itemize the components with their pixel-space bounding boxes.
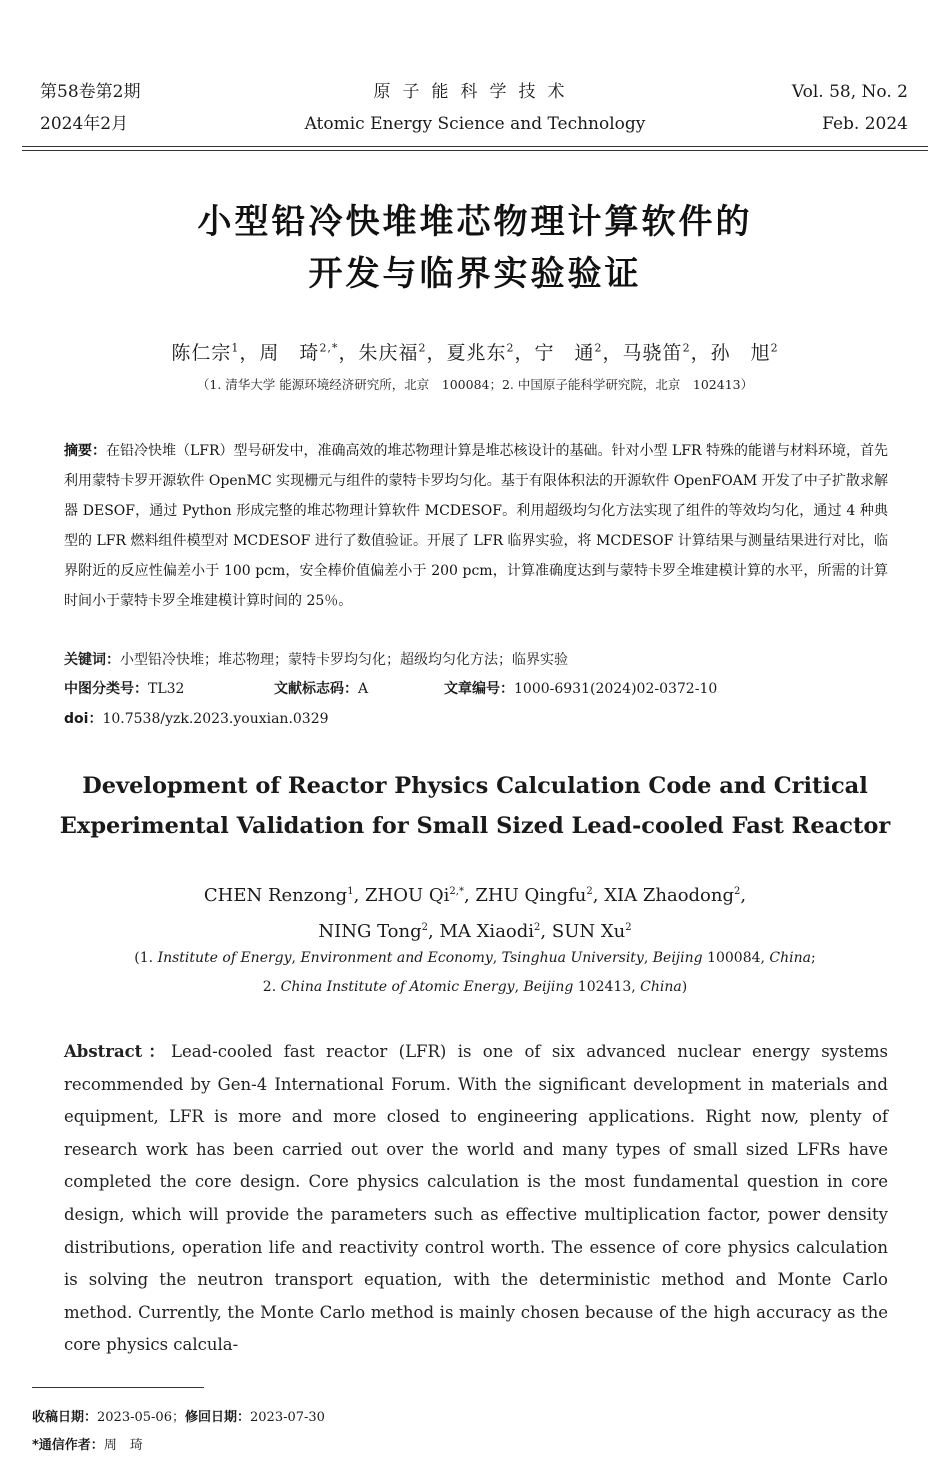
- journal-volume-info: [792, 76, 908, 140]
- author-cn-mark: 1: [231, 341, 240, 355]
- affil-institute-cont: Environment and Economy: [300, 950, 493, 966]
- journal-name-en: Atomic Energy Science and Technology: [304, 114, 646, 134]
- authors-en: [0, 876, 950, 948]
- title-cn: [0, 196, 950, 300]
- doi-value: 10.7538/yzk.2023.youxian.0329: [102, 711, 329, 727]
- footnote-corresponding: [32, 1434, 143, 1458]
- issue-date-en: Feb. 2024: [822, 114, 908, 134]
- revised-date: 2023-07-30: [250, 1410, 325, 1425]
- affil-institute: Institute of Energy: [157, 950, 292, 966]
- doc-value: A: [358, 681, 369, 697]
- author-en-mark: 2,*: [449, 886, 464, 897]
- author-en-mark: 1: [347, 886, 354, 897]
- author-en-mark: 2: [734, 886, 741, 897]
- article-number: [444, 676, 717, 702]
- keywords-cn: [64, 646, 888, 674]
- abstract-cn: [64, 436, 888, 616]
- author-cn: 孙 旭: [710, 342, 771, 364]
- author-en-mark: 2: [586, 886, 593, 897]
- header-rule-bottom: [22, 150, 928, 151]
- title-en: [0, 766, 950, 846]
- affil-country: China: [769, 950, 811, 966]
- received-date: 2023-05-06: [97, 1410, 172, 1425]
- footnote-dates: 收稿日期：2023-05-06；修回日期：2023-07-30: [32, 1410, 325, 1425]
- title-cn-line2: 开发与临界实验验证: [308, 254, 642, 294]
- clc-label: 中图分类号：: [64, 681, 148, 697]
- affil-university: Tsinghua University: [501, 950, 644, 966]
- author-en: SUN Xu: [551, 921, 626, 942]
- clc-number: [64, 676, 184, 702]
- author-en: XIA Zhaodong: [604, 885, 735, 906]
- journal-name-cn: 原子能科学技术: [373, 82, 577, 102]
- abstract-cn-text: 在铅冷快堆（LFR）型号研发中，准确高效的堆芯物理计算是堆芯核设计的基础。针对小型 LFR 特殊的能谱与材料环境，首先利用蒙特卡罗开源软件 OpenMC 实现栅元与组件的蒙特卡罗均匀化。基于有限体积法的开源软件 OpenFOAM 开发了中子扩散求解器 DESOF，通过 Python 形成完整的堆芯物理计算软件 MCDESOF。利用超级均匀化方法实现了组件的等效均匀化，通过 4 种典型的 LFR 燃料组件模型对 MCDESOF 进行了数值验证。开展了 LFR 临界实验，将 MCDESOF 计算结果与测量结果进行对比，临界附近的反应性偏差小于 100 pcm，安全棒价值偏差小于 200 pcm，计算准确度达到与蒙特卡罗全堆建模计算的水平，所需的计算时间小于蒙特卡罗全堆建模计算时间的 25％。: [64, 443, 889, 609]
- author-cn-mark: 2: [418, 341, 427, 355]
- affil-country: China: [640, 979, 682, 995]
- author-cn: 马骁笛: [622, 342, 683, 364]
- author-en: CHEN Renzong: [203, 885, 348, 906]
- author-en: ZHU Qingfu: [475, 885, 587, 906]
- revised-label: 修回日期：: [184, 1410, 250, 1425]
- keywords-cn-label: 关键词：: [64, 652, 120, 668]
- doi: [64, 706, 329, 732]
- author-cn: 朱庆福: [358, 342, 419, 364]
- affil-number: 2.: [262, 979, 277, 995]
- affil-zip: 102413: [577, 979, 632, 995]
- article-value: 1000-6931(2024)02-0372-10: [514, 681, 718, 697]
- author-en: NING Tong: [318, 921, 422, 942]
- title-en-line1: Development of Reactor Physics Calculation Code and Critical: [82, 773, 868, 799]
- affil-city: Beijing: [652, 950, 703, 966]
- affiliation-en-line2: 2. China Institute of Atomic Energy, Beijing 102413, China): [262, 979, 688, 995]
- affil-number: 1.: [139, 950, 154, 966]
- footnote-rule: [32, 1387, 204, 1388]
- authors-en-line2: NING Tong$^2$, MA Xiaodi$^2$, SUN Xu$^2$: [318, 921, 632, 942]
- author-cn-mark: 2,*: [319, 341, 339, 355]
- keywords-cn-text: 小型铅冷快堆；堆芯物理；蒙特卡罗均匀化；超级均匀化方法；临界实验: [120, 652, 568, 668]
- authors-cn: 陈仁宗$^1$，周 琦$^{2,*}$，朱庆福$^2$，夏兆东$^2$，宁 通$^2$，马骁笛$^2$，孙 旭$^2$: [171, 341, 779, 364]
- author-cn-mark: 2: [682, 341, 691, 355]
- volume-number: Vol. 58, No. 2: [791, 82, 908, 102]
- affiliation-en: [0, 944, 950, 1002]
- author-cn: 宁 通: [534, 342, 595, 364]
- clc-value: TL32: [148, 681, 185, 697]
- affil-city: Beijing: [523, 979, 574, 995]
- corresponding-label: *通信作者：: [32, 1438, 104, 1453]
- corresponding-author: 周 琦: [103, 1438, 143, 1453]
- received-label: 收稿日期：: [32, 1410, 98, 1425]
- affiliation-cn: （1. 清华大学 能源环境经济研究所，北京 100084；2. 中国原子能科学研究院，北京 102413）: [196, 377, 754, 392]
- author-en: ZHOU Qi: [365, 885, 450, 906]
- author-cn: 夏兆东: [446, 342, 507, 364]
- author-en: MA Xiaodi: [439, 921, 535, 942]
- affil-zip: 100084: [707, 950, 761, 966]
- abstract-cn-label: 摘要：: [64, 443, 106, 459]
- affiliation-en-line1: (1. Institute of Energy, Environment and Economy, Tsinghua University, Beijing 100084, China;: [134, 950, 816, 966]
- issue-date-cn: 2024年2月: [40, 114, 129, 134]
- author-en-mark: 2: [421, 922, 429, 933]
- author-cn-mark: 2: [594, 341, 603, 355]
- author-cn: 周 琦: [259, 342, 320, 364]
- author-en-mark: 2: [625, 922, 632, 933]
- title-cn-line1: 小型铅冷快堆堆芯物理计算软件的: [197, 202, 753, 242]
- doi-label: doi：: [64, 711, 103, 727]
- volume-issue: 第58卷第2期: [40, 82, 141, 102]
- affil-institute: China Institute of Atomic Energy: [280, 979, 515, 995]
- title-en-line2: Experimental Validation for Small Sized Lead-cooled Fast Reactor: [59, 813, 891, 839]
- article-label: 文章编号：: [444, 681, 514, 697]
- author-cn-mark: 2: [770, 341, 779, 355]
- abstract-en-text: Lead-cooled fast reactor (LFR) is one of six advanced nuclear energy systems recommended by Gen-4 International Forum. With the significant development in materials and equipment, LFR is more and more closed to engineering applications. Right now, plenty of research work has been carried out over the world and many types of small sized LFRs have completed the core design. Core physics calculation is the most fundamental question in core design, which will provide the parameters such as effective multiplication factor, power density distributions, operation life and reactivity control worth. The essence of core physics calculation is solving the neutron transport equation, with the deterministic method and Monte Carlo method. Currently, the Monte Carlo method is mainly chosen because of the high accuracy as the core physics calcula-: [64, 1042, 888, 1355]
- abstract-en-label: Abstract：: [64, 1042, 171, 1061]
- author-en-mark: 2: [534, 922, 541, 933]
- abstract-en: [64, 1036, 888, 1362]
- doc-code: [274, 676, 368, 702]
- doc-label: 文献标志码：: [274, 681, 358, 697]
- author-cn: 陈仁宗: [171, 342, 232, 364]
- authors-en-line1: CHEN Renzong$^1$, ZHOU $Qi^{2,*}$, ZHU Qingfu$^2$, XIA Zhaodong$^2$,: [203, 885, 747, 906]
- author-cn-mark: 2: [506, 341, 515, 355]
- header-rule-top: [22, 146, 928, 147]
